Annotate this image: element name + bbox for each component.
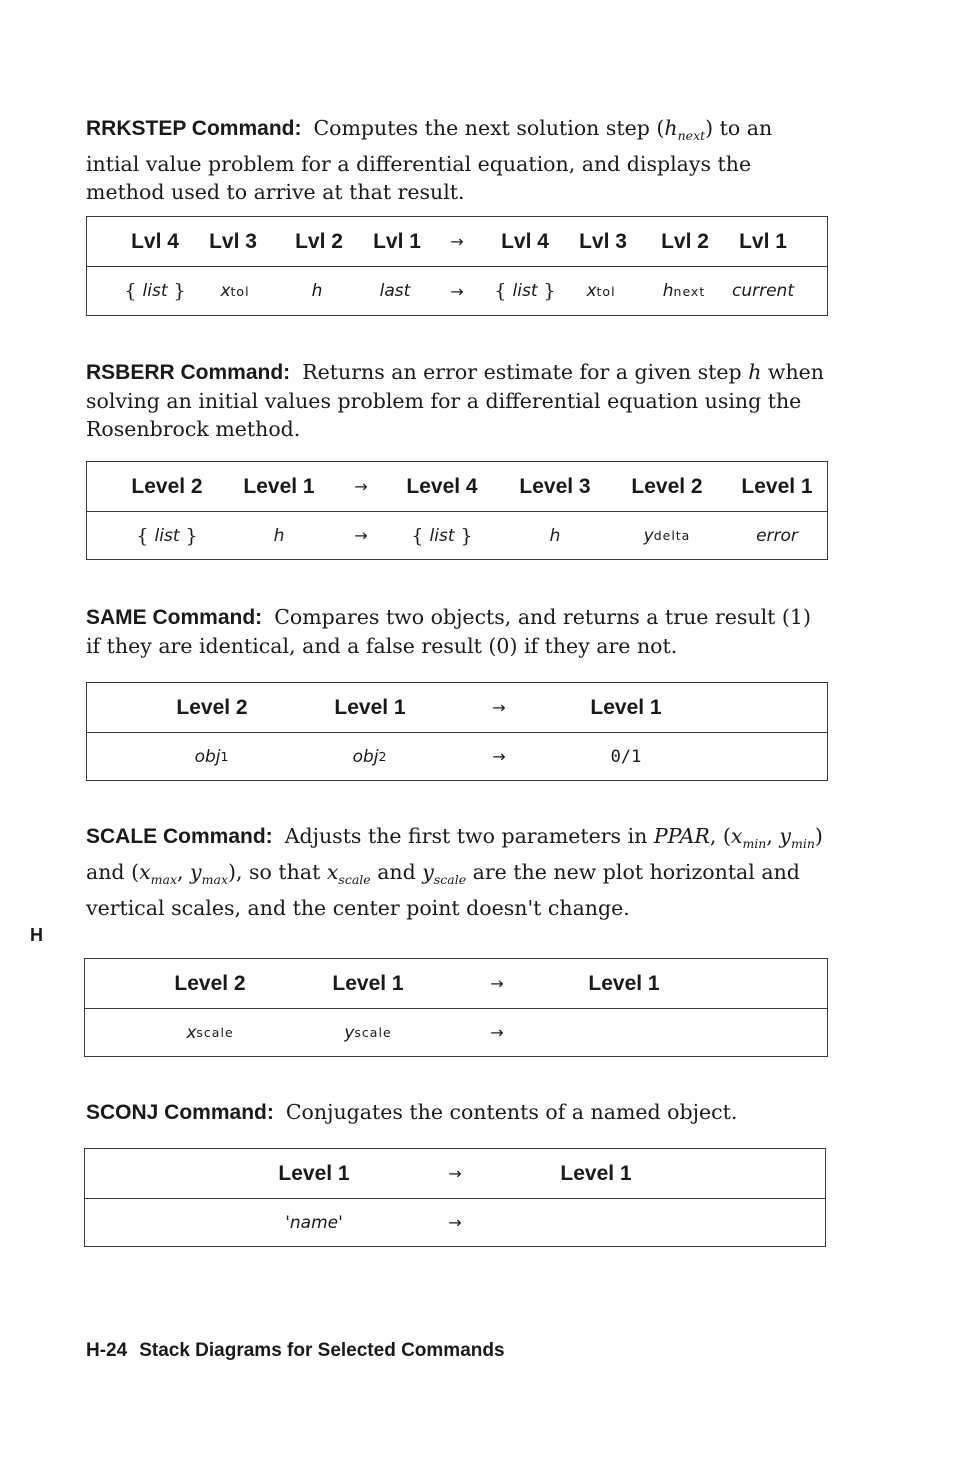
rrkstep-description: RRKSTEP Command: Computes the next solution step $(h_{next})$ to an intial value problem for a differential equation, and displays the method used to arrive at that result. bbox=[86, 116, 773, 204]
table-cell: h next bbox=[662, 281, 706, 301]
table-row bbox=[85, 1199, 825, 1246]
table-cell: last bbox=[379, 281, 411, 301]
header-cell: Lvl 2 bbox=[661, 229, 709, 253]
table-row bbox=[87, 733, 827, 780]
sconj-command-name: SCONJ Command: bbox=[86, 1101, 274, 1124]
table-cell bbox=[531, 1199, 661, 1246]
header-cell: Lvl 4 bbox=[501, 229, 549, 253]
scale-description: SCALE Command: Adjusts the first two parameters in PPAR, ($x_{min}$, $y_{min}$) and ($x_{max}$, $y_{max}$), so that $x_{scale}$ and $y_{scale}$ are the new plot horizontal and vertical scales, and the center point doesn't change. bbox=[86, 824, 823, 920]
page-number: H-24 bbox=[86, 1340, 128, 1361]
page-footer bbox=[86, 1340, 505, 1362]
same-description: SAME Command: Compares two objects, and returns a true result (1) if they are identical, and a false result (0) if they are not. bbox=[86, 605, 811, 658]
table-cell: 'name' bbox=[285, 1212, 343, 1233]
arrow-icon: → bbox=[354, 477, 368, 496]
table-header-row bbox=[85, 959, 827, 1009]
table-row bbox=[87, 512, 827, 559]
table-row bbox=[85, 1009, 827, 1056]
footer-title: Stack Diagrams for Selected Commands bbox=[139, 1340, 505, 1361]
table-cell: x tol bbox=[586, 281, 616, 301]
header-cell: Level 2 bbox=[176, 695, 248, 719]
header-cell: Lvl 1 bbox=[739, 229, 787, 253]
rsberr-section bbox=[86, 358, 828, 443]
same-section bbox=[86, 603, 828, 660]
table-cell: 0/1 bbox=[610, 746, 642, 767]
header-cell: Lvl 4 bbox=[131, 229, 179, 253]
table-cell: h bbox=[273, 525, 285, 546]
arrow-icon: → bbox=[450, 232, 464, 251]
header-cell: Level 1 bbox=[590, 695, 662, 719]
table-cell: h bbox=[549, 525, 561, 546]
sconj-description: SCONJ Command: Conjugates the contents of a named object. bbox=[86, 1100, 738, 1124]
arrow-icon: → bbox=[448, 1164, 462, 1183]
rsberr-stack-table bbox=[86, 461, 828, 560]
header-cell: Level 1 bbox=[588, 971, 660, 995]
table-cell: h bbox=[311, 281, 323, 301]
table-cell: x scale bbox=[186, 1022, 234, 1043]
header-cell: Level 2 bbox=[174, 971, 246, 995]
table-header-row bbox=[87, 683, 827, 733]
header-cell: Lvl 3 bbox=[579, 229, 627, 253]
header-cell: Level 4 bbox=[406, 474, 478, 498]
header-cell: Level 1 bbox=[278, 1161, 350, 1185]
header-cell: Level 2 bbox=[631, 474, 703, 498]
rsberr-description: RSBERR Command: Returns an error estimate for a given step h when solving an initial values problem for a differential equation using the Rosenbrock method. bbox=[86, 360, 824, 441]
table-cell: x tol bbox=[220, 281, 250, 301]
header-cell: Lvl 3 bbox=[209, 229, 257, 253]
rrkstep-command-name: RRKSTEP Command: bbox=[86, 117, 302, 140]
section-margin-tab: H bbox=[30, 925, 43, 945]
header-cell: Level 1 bbox=[560, 1161, 632, 1185]
rsberr-command-name: RSBERR Command: bbox=[86, 361, 291, 384]
table-row bbox=[87, 267, 827, 315]
scale-section bbox=[86, 822, 828, 922]
sconj-stack-table bbox=[84, 1148, 826, 1247]
arrow-icon: → bbox=[490, 974, 504, 993]
table-cell: y delta bbox=[643, 525, 691, 546]
table-header-row bbox=[87, 462, 827, 512]
sconj-section bbox=[86, 1098, 828, 1127]
table-cell: { list } bbox=[124, 280, 186, 302]
header-cell: Level 1 bbox=[741, 474, 813, 498]
table-cell: { list } bbox=[494, 280, 556, 302]
scale-command-name: SCALE Command: bbox=[86, 825, 273, 848]
rrkstep-stack-table bbox=[86, 216, 828, 316]
table-cell: obj 1 bbox=[194, 746, 230, 767]
header-cell: Level 1 bbox=[334, 695, 406, 719]
table-cell: y scale bbox=[344, 1022, 392, 1043]
rrkstep-section bbox=[86, 114, 828, 206]
header-cell: Lvl 1 bbox=[373, 229, 421, 253]
header-cell: Level 2 bbox=[131, 474, 203, 498]
table-cell: current bbox=[732, 281, 794, 301]
arrow-icon: → bbox=[492, 698, 506, 717]
arrow-icon: → bbox=[448, 1213, 462, 1232]
header-cell: Level 1 bbox=[332, 971, 404, 995]
header-cell: Level 3 bbox=[519, 474, 591, 498]
arrow-icon: → bbox=[492, 747, 506, 766]
arrow-icon: → bbox=[354, 526, 368, 545]
scale-stack-table bbox=[84, 958, 828, 1057]
table-header-row bbox=[85, 1149, 825, 1199]
table-header-row bbox=[87, 217, 827, 267]
header-cell: Lvl 2 bbox=[295, 229, 343, 253]
table-cell: obj 2 bbox=[352, 746, 388, 767]
table-cell: { list } bbox=[136, 524, 198, 547]
arrow-icon: → bbox=[450, 281, 464, 301]
table-cell: { list } bbox=[411, 524, 473, 547]
arrow-icon: → bbox=[490, 1023, 504, 1042]
table-cell bbox=[559, 1009, 689, 1056]
same-command-name: SAME Command: bbox=[86, 606, 263, 629]
table-cell: error bbox=[756, 525, 798, 546]
same-stack-table bbox=[86, 682, 828, 781]
header-cell: Level 1 bbox=[243, 474, 315, 498]
